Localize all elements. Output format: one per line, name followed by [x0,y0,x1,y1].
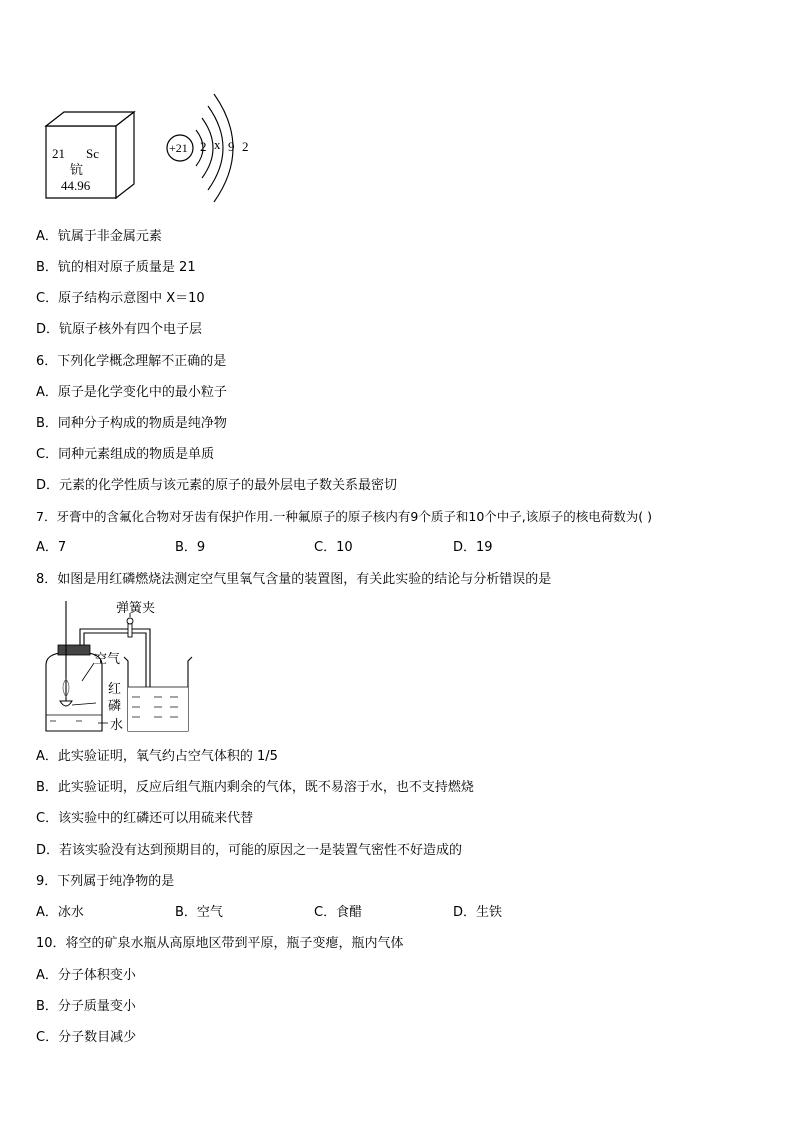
label-air: 空气 [94,652,121,667]
q7-option-a: A．7 [36,540,67,555]
element-name: 钪 [70,163,84,178]
q8-option-b: B．此实验证明，反应后组气瓶内剩余的气体，既不易溶于水，也不支持燃烧 [36,780,474,795]
q5-option-c: C．原子结构示意图中 X＝10 [36,291,205,306]
q10-option-c: C．分子数目减少 [36,1030,137,1045]
q7-option-b: B．9 [175,540,206,555]
q6-option-a: A．原子是化学变化中的最小粒子 [36,385,227,400]
shell-1-count: 2 [200,139,207,154]
q9-option-d: D．生铁 [453,905,503,920]
q7-option-d: D．19 [453,540,493,555]
q6-option-c: C．同种元素组成的物质是单质 [36,447,215,462]
element-atomic-mass: 44.96 [61,178,91,193]
q8-option-a: A．此实验证明，氧气约占空气体积的 1/5 [36,749,278,764]
element-card-figure [40,108,140,204]
shell-2-count: x [214,137,221,152]
q6-stem: 6．下列化学概念理解不正确的是 [36,354,227,369]
atom-structure-figure [160,84,260,210]
q6-option-b: B．同种分子构成的物质是纯净物 [36,416,227,431]
q9-option-b: B．空气 [175,905,223,920]
q7-option-c: C．10 [314,540,353,555]
shell-3-count: 9 [228,139,235,154]
q8-stem: 8．如图是用红磷燃烧法测定空气里氧气含量的装置图，有关此实验的结论与分析错误的是 [36,572,552,587]
q6-option-d: D．元素的化学性质与该元素的原子的最外层电子数关系最密切 [36,478,398,493]
q8-option-d: D．若该实验没有达到预期目的，可能的原因之一是装置气密性不好造成的 [36,843,463,858]
q5-option-d: D．钪原子核外有四个电子层 [36,322,203,337]
q5-option-b: B．钪的相对原子质量是 21 [36,260,196,275]
element-symbol: Sc [86,146,99,161]
q9-stem: 9．下列属于纯净物的是 [36,874,175,889]
q10-option-a: A．分子体积变小 [36,968,136,983]
q8-option-c: C．该实验中的红磷还可以用硫来代替 [36,811,254,826]
shell-4-count: 2 [242,139,249,154]
label-water: 水 [110,718,124,733]
q10-option-b: B．分子质量变小 [36,999,136,1014]
element-atomic-number: 21 [52,146,65,161]
nucleus-charge: +21 [169,141,188,155]
red-phosphorus-apparatus-figure [36,597,196,737]
q5-option-a: A．钪属于非金属元素 [36,229,162,244]
q7-stem: 7．牙膏中的含氟化合物对牙齿有保护作用.一种氟原子的原子核内有9个质子和10个中子,该原子的核电荷数为( ) [36,509,652,524]
label-spring-clamp: 弹簧夹 [116,601,156,616]
label-red: 红 [108,682,122,697]
label-phosphorus: 磷 [108,699,122,714]
q9-option-a: A．冰水 [36,905,84,920]
q9-option-c: C．食醋 [314,905,363,920]
q10-stem: 10．将空的矿泉水瓶从高原地区带到平原，瓶子变瘪，瓶内气体 [36,936,404,951]
